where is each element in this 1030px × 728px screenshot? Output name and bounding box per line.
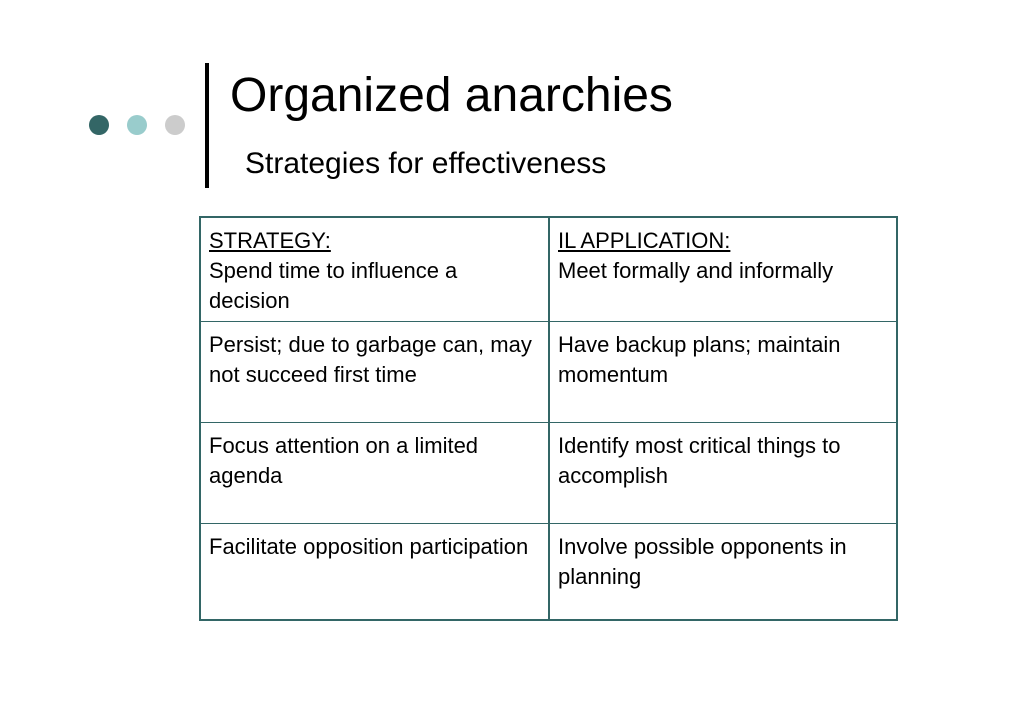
application-header: IL APPLICATION: xyxy=(558,228,731,253)
strategy-text: Spend time to influence a decision xyxy=(209,258,458,313)
table-cell-application-2 xyxy=(550,322,896,422)
table-cell-application-1 xyxy=(550,218,896,321)
decorative-dot-gray xyxy=(165,115,185,135)
strategy-text: Facilitate opposition participation xyxy=(209,534,529,559)
strategy-text: Focus attention on a limited agenda xyxy=(209,433,479,488)
decorative-dot-light xyxy=(127,115,147,135)
table-cell-strategy-3 xyxy=(201,423,548,523)
table-cell-strategy-1 xyxy=(201,218,548,321)
slide-title: Organized anarchies xyxy=(230,69,673,122)
table-cell-strategy-2 xyxy=(201,322,548,422)
strategy-header: STRATEGY: xyxy=(209,228,331,253)
strategy-text: Persist; due to garbage can, may not succeed first time xyxy=(209,332,532,387)
table-cell-application-4 xyxy=(550,524,896,619)
title-divider xyxy=(205,63,209,188)
table-cell-strategy-4 xyxy=(201,524,548,619)
application-text: Meet formally and informally xyxy=(558,258,834,283)
application-text: Identify most critical things to accomplish xyxy=(558,433,841,488)
strategy-table xyxy=(199,216,898,621)
application-text: Have backup plans; maintain momentum xyxy=(558,332,841,387)
application-text: Involve possible opponents in planning xyxy=(558,534,847,589)
slide-subtitle: Strategies for effectiveness xyxy=(245,147,607,180)
decorative-dot-dark xyxy=(89,115,109,135)
table-cell-application-3 xyxy=(550,423,896,523)
